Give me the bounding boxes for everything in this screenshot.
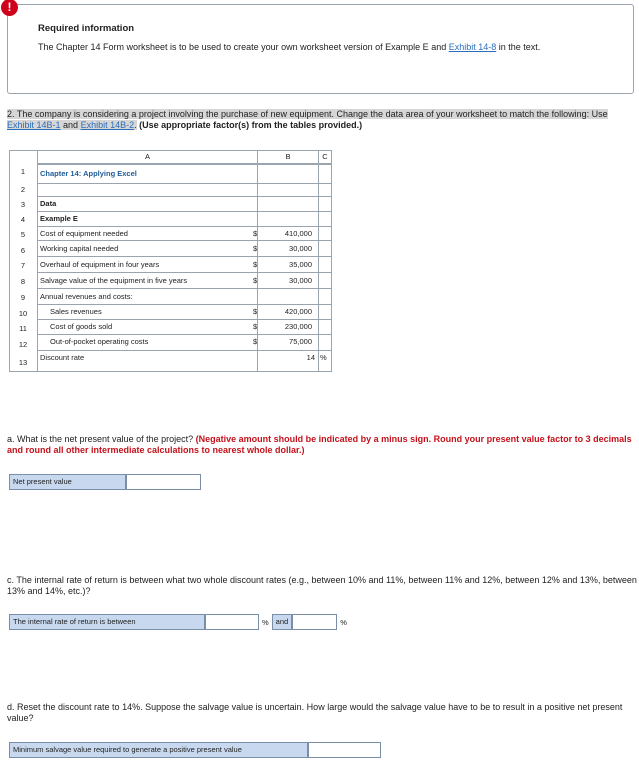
row-number: 10 — [18, 309, 28, 318]
irr-label: The internal rate of return is between — [9, 614, 205, 630]
row-label: Sales revenues — [50, 307, 102, 316]
row-value: 35,000 — [289, 260, 312, 269]
row-value: 410,000 — [284, 229, 312, 238]
row-number: 12 — [18, 340, 28, 349]
question-a-instruction: (Negative amount should be indicated by a minus sign. Round your present value factor to 3 decimals and round all other intermediate calculations to nearest whole dollar.) — [7, 434, 632, 455]
row-number: 5 — [20, 230, 26, 239]
row-label: Salvage value of the equipment in five years — [40, 276, 188, 285]
info-text-after: in the text. — [496, 42, 541, 52]
irr-and-label: and — [272, 614, 293, 630]
irr-upper-input[interactable] — [292, 614, 337, 630]
row-number: 4 — [20, 215, 26, 224]
question-2 — [7, 109, 632, 131]
row-number: 8 — [20, 277, 26, 286]
column-header-a: A — [37, 150, 258, 164]
row-number: 9 — [20, 293, 26, 302]
dollar-sign: $ — [253, 229, 258, 238]
dollar-sign: $ — [253, 322, 258, 331]
sheet-title: Chapter 14: Applying Excel — [40, 169, 137, 178]
irr-lower-percent: % — [262, 617, 269, 627]
row-label: Cost of goods sold — [50, 322, 113, 331]
dollar-sign: $ — [253, 244, 258, 253]
row-label: Overhaul of equipment in four years — [40, 260, 160, 269]
npv-input[interactable] — [126, 474, 201, 490]
question-a-text: a. What is the net present value of the project? — [7, 434, 196, 444]
percent-sign: % — [320, 353, 327, 362]
npv-answer-row — [9, 474, 201, 490]
row-number: 11 — [19, 324, 27, 333]
row-value: 420,000 — [284, 307, 312, 316]
irr-lower-input[interactable] — [205, 614, 259, 630]
row-number: 3 — [20, 200, 26, 209]
salvage-label: Minimum salvage value required to generate a positive present value — [9, 742, 308, 758]
irr-upper-percent: % — [340, 617, 347, 627]
row-number: 7 — [20, 261, 26, 270]
row-value: 230,000 — [284, 322, 312, 331]
column-header-c: C — [318, 150, 332, 164]
row-number: 2 — [20, 185, 26, 194]
info-text — [38, 42, 618, 53]
dollar-sign: $ — [253, 307, 258, 316]
row-label: Out-of-pocket operating costs — [50, 337, 149, 346]
row-label: Working capital needed — [40, 244, 119, 253]
example-label: Example E — [40, 214, 78, 223]
row-number: 6 — [20, 246, 26, 255]
question-d: d. Reset the discount rate to 14%. Suppose the salvage value is uncertain. How large would the salvage value have to be to result in a positive net present value? — [7, 702, 623, 723]
salvage-input[interactable] — [308, 742, 381, 758]
discount-rate-value: 14 — [306, 353, 315, 362]
dollar-sign: $ — [253, 337, 258, 346]
info-title: Required information — [38, 23, 135, 34]
row-value: 75,000 — [289, 337, 312, 346]
dollar-sign: $ — [253, 276, 258, 285]
row-label: Annual revenues and costs: — [40, 292, 133, 301]
question-2-and: and — [60, 120, 81, 130]
npv-label: Net present value — [9, 474, 126, 490]
exhibit-14-8-link[interactable]: Exhibit 14-8 — [448, 42, 497, 52]
info-text-before: The Chapter 14 Form worksheet is to be used to create your own worksheet version of Example E and — [38, 42, 449, 52]
row-label: Cost of equipment needed — [40, 229, 128, 238]
exhibit-14b-1-link[interactable]: Exhibit 14B-1 — [7, 120, 61, 130]
question-c: c. The internal rate of return is between what two whole discount rates (e.g., between 10% and 11%, between 11% and 12%, between 12% and 13%, between 13% and 14%, etc.)? — [7, 575, 637, 596]
column-header-b: B — [257, 150, 319, 164]
data-label: Data — [40, 199, 57, 208]
row-value: 30,000 — [289, 244, 312, 253]
row-number: 13 — [18, 358, 28, 367]
irr-answer-row — [9, 614, 350, 630]
question-a — [7, 434, 632, 456]
dollar-sign: $ — [253, 260, 258, 269]
discount-rate-label: Discount rate — [40, 353, 85, 362]
row-number: 1 — [20, 167, 26, 176]
row-value: 30,000 — [289, 276, 312, 285]
question-2-prefix: 2. The company is considering a project involving the purchase of new equipment. Change the data area of your worksheet to match the following: Use — [7, 109, 608, 119]
salvage-answer-row — [9, 742, 381, 758]
exhibit-14b-2-link[interactable]: Exhibit 14B-2 — [80, 120, 135, 130]
worksheet — [9, 150, 332, 372]
question-2-dot: . — [134, 120, 137, 130]
required-information-box — [7, 0, 634, 94]
alert-icon: ! — [1, 0, 18, 16]
question-2-instruction: (Use appropriate factor(s) from the tables provided.) — [136, 120, 363, 130]
